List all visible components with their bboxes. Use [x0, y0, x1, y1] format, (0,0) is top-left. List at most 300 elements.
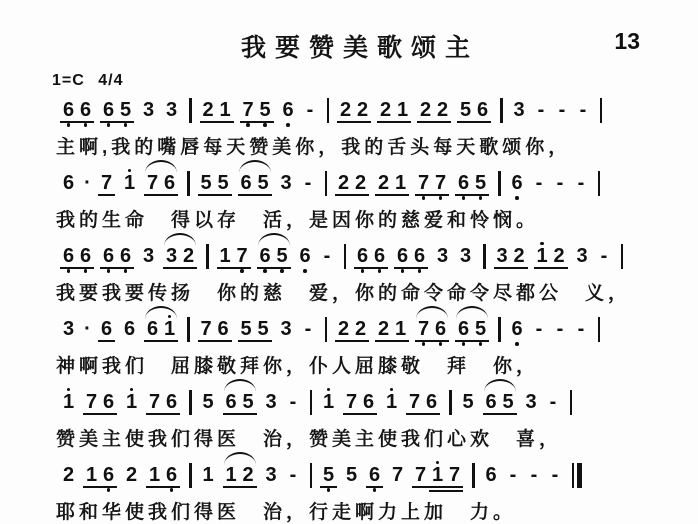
note — [474, 92, 491, 131]
duration-dash — [303, 92, 318, 131]
note-group — [455, 165, 489, 204]
note — [280, 92, 297, 131]
note-number: 1 — [322, 391, 335, 413]
barline — [600, 98, 603, 123]
beam-underline — [394, 267, 428, 269]
notes-row — [60, 92, 670, 131]
note — [60, 384, 77, 423]
octave-dot-below — [280, 269, 284, 273]
note-group — [263, 384, 280, 423]
note — [335, 165, 352, 204]
duration-dash — [546, 384, 561, 423]
note — [60, 457, 77, 496]
note — [140, 238, 157, 277]
octave-dot-above-slot — [67, 384, 71, 391]
note-number: - — [306, 99, 314, 121]
music-system — [50, 238, 670, 305]
note-number: 5 — [322, 464, 335, 486]
octave-dot-below — [373, 488, 377, 492]
note-number: 2 — [337, 172, 350, 194]
note-number: 6 — [413, 245, 426, 267]
note-group — [60, 384, 77, 423]
note — [263, 457, 280, 496]
slur-arc — [239, 160, 271, 173]
note — [460, 384, 477, 423]
note-group — [280, 92, 297, 131]
note-number: 1 — [394, 318, 407, 340]
note-number: - — [600, 245, 608, 267]
beam-underline — [60, 267, 94, 269]
duration-dash — [527, 457, 542, 496]
note-number: 6 — [79, 99, 92, 121]
note-group — [457, 92, 491, 131]
note-number: 1 — [536, 245, 548, 267]
octave-dot-below — [479, 342, 483, 346]
note — [297, 238, 314, 277]
note-number: 5 — [345, 464, 358, 486]
octave-dot-above-slot — [540, 238, 544, 245]
note — [457, 238, 474, 277]
note-group — [198, 165, 232, 204]
note-number: - — [556, 318, 564, 340]
note-number: 6 — [457, 318, 470, 340]
music-systems — [50, 92, 670, 524]
dash-glyph — [553, 311, 568, 350]
barline — [187, 171, 190, 196]
note-number: 3 — [459, 245, 472, 267]
note — [198, 311, 215, 350]
octave-dot-below — [263, 123, 267, 127]
note-number: 5 — [242, 391, 254, 413]
note — [263, 384, 280, 423]
note — [121, 311, 138, 350]
note-number: 2 — [379, 99, 392, 121]
note-number: 2 — [62, 464, 75, 486]
dash-glyph — [576, 92, 591, 131]
note-number: 6 — [146, 318, 159, 340]
note-group — [257, 238, 291, 277]
note-number: 2 — [377, 318, 390, 340]
beam-underline — [366, 486, 383, 488]
note — [60, 92, 77, 131]
octave-dot-below — [378, 269, 382, 273]
note — [83, 384, 100, 423]
note — [375, 311, 392, 350]
note-group — [455, 311, 489, 350]
beam-underline — [83, 486, 117, 488]
note-number: - — [530, 464, 538, 486]
note-group — [335, 311, 369, 350]
beam-underline — [406, 413, 440, 415]
note-number: 7 — [242, 99, 254, 121]
note-group — [100, 238, 134, 277]
note-number: 1 — [431, 464, 444, 486]
note-number: 6 — [123, 318, 136, 340]
note-group — [297, 238, 314, 277]
note — [98, 311, 115, 350]
note — [394, 238, 411, 277]
note-number: 3 — [165, 245, 178, 267]
note-number: 2 — [182, 245, 195, 267]
octave-dot-above-slot — [130, 384, 134, 391]
note — [523, 384, 540, 423]
beam-underline — [238, 194, 272, 196]
note-number: - — [289, 464, 297, 486]
slur-arc — [456, 306, 488, 319]
beam-underline — [217, 267, 251, 269]
beam-underline — [335, 194, 369, 196]
note-group — [60, 311, 77, 350]
note-number: 3 — [265, 464, 277, 486]
octave-dot-below-slot — [303, 267, 307, 277]
beam-underline — [415, 340, 449, 342]
barline — [449, 390, 452, 415]
note — [121, 165, 138, 204]
final-barline — [572, 463, 582, 488]
note-number: 6 — [368, 464, 381, 486]
note-number: 1 — [125, 391, 138, 413]
barline — [498, 171, 501, 196]
augmentation-dot — [83, 311, 92, 350]
note-number: 2 — [356, 99, 369, 121]
beam-underline — [257, 267, 291, 269]
key-time-signature — [52, 72, 670, 90]
barline — [206, 244, 209, 269]
music-system — [50, 311, 670, 378]
note-group — [377, 92, 411, 131]
octave-dot-above-slot — [436, 457, 440, 464]
note-group — [163, 238, 197, 277]
duration-dash — [597, 238, 612, 277]
dash-glyph — [506, 457, 521, 496]
slur-arc — [258, 233, 290, 246]
note-group — [83, 384, 117, 423]
note — [423, 384, 440, 423]
slur-arc — [164, 233, 196, 246]
note-number: 1 — [148, 464, 161, 486]
note — [354, 92, 371, 131]
dash-glyph — [546, 384, 561, 423]
note — [343, 457, 360, 496]
note-number: 6 — [62, 99, 75, 121]
note-group — [98, 165, 115, 204]
note-number: 3 — [62, 318, 75, 340]
duration-dash — [574, 165, 589, 204]
note-group — [574, 238, 591, 277]
note-number: 6 — [217, 318, 229, 340]
note-number: 6 — [362, 391, 375, 413]
note-number: 2 — [553, 245, 565, 267]
dash-glyph — [301, 165, 316, 204]
note-number: 6 — [119, 245, 132, 267]
note-number: 5 — [459, 99, 472, 121]
note — [198, 165, 215, 204]
note-number: 5 — [257, 318, 269, 340]
note-group — [335, 165, 369, 204]
note — [77, 238, 94, 277]
key-signature: 1=C — [52, 72, 85, 89]
note-group — [200, 92, 234, 131]
note — [60, 165, 77, 204]
note-group — [278, 165, 295, 204]
note-number: 7 — [100, 172, 113, 194]
note-number: 2 — [419, 99, 432, 121]
note-group — [163, 92, 180, 131]
octave-dot-below — [401, 269, 405, 273]
notes-row — [60, 238, 670, 277]
note-number: 5 — [474, 318, 487, 340]
octave-dot-below-slot — [515, 340, 519, 350]
note — [352, 311, 369, 350]
note-number: 6 — [457, 172, 470, 194]
note-number: 2 — [202, 99, 214, 121]
note-number: 7 — [345, 391, 358, 413]
note-number: 3 — [513, 99, 525, 121]
note — [389, 457, 406, 496]
note — [140, 92, 157, 131]
note-group — [146, 457, 180, 496]
note-number: 5 — [502, 391, 514, 413]
note-number: - — [304, 172, 312, 194]
note-group — [100, 92, 134, 131]
note — [278, 165, 295, 204]
note-number: 7 — [434, 172, 447, 194]
beam-underline — [60, 121, 94, 123]
note — [415, 165, 432, 204]
note-number: 1 — [202, 464, 214, 486]
beam-underline — [83, 413, 117, 415]
beam-underline — [198, 340, 232, 342]
note — [238, 311, 255, 350]
note-number: 6 — [485, 391, 497, 413]
note — [343, 384, 360, 423]
octave-dot-below — [515, 342, 519, 346]
note-number: 6 — [485, 464, 497, 486]
note-number: 1 — [85, 464, 98, 486]
octave-dot-above-slot — [128, 165, 132, 172]
note-group — [320, 384, 337, 423]
note-group — [123, 384, 140, 423]
note-number: 5 — [462, 391, 474, 413]
note — [200, 384, 217, 423]
octave-dot-below — [84, 269, 88, 273]
beam-underline — [98, 340, 115, 342]
note-group — [354, 238, 388, 277]
beam-underline — [415, 194, 449, 196]
note — [352, 165, 369, 204]
dash-glyph — [320, 238, 335, 277]
song-title: 我要赞美歌颂主 — [240, 34, 479, 62]
augmentation-dot — [83, 165, 92, 204]
slur-arc — [224, 452, 256, 465]
octave-dot-below — [439, 342, 443, 346]
note-number: 5 — [259, 99, 271, 121]
note-group — [198, 311, 232, 350]
duration-dash — [548, 457, 563, 496]
note — [417, 92, 434, 131]
duration-dash — [576, 92, 591, 131]
note-group — [263, 457, 280, 496]
note-number: 2 — [377, 172, 390, 194]
note-number: 6 — [163, 172, 176, 194]
duration-dash — [301, 165, 316, 204]
barline — [310, 463, 313, 488]
note-group — [238, 165, 272, 204]
note-number: 6 — [62, 245, 75, 267]
note-group — [123, 457, 140, 496]
barline — [483, 244, 486, 269]
note — [60, 238, 77, 277]
barline — [498, 317, 501, 342]
duration-dash — [286, 384, 301, 423]
note — [163, 92, 180, 131]
note — [215, 311, 232, 350]
duration-dash — [320, 238, 335, 277]
note-number: 6 — [240, 172, 252, 194]
note — [354, 238, 371, 277]
note-number: 6 — [100, 318, 113, 340]
note-group — [417, 92, 451, 131]
note-group — [121, 165, 138, 204]
beam-underline — [337, 121, 371, 123]
note-number: - — [558, 99, 566, 121]
beam-underline — [200, 121, 234, 123]
note-number: - — [535, 318, 543, 340]
notes-row — [60, 384, 670, 423]
note-number: 7 — [448, 464, 461, 486]
note-number: 7 — [391, 464, 404, 486]
note-number: 6 — [282, 99, 294, 121]
beam-underline — [412, 486, 463, 488]
note-number: 3 — [142, 245, 155, 267]
note-number: 6 — [165, 391, 178, 413]
octave-dot-below — [107, 123, 111, 127]
page-number: 13 — [614, 28, 640, 54]
note — [406, 384, 423, 423]
note-group — [223, 457, 257, 496]
note-number: 5 — [474, 172, 487, 194]
note — [77, 92, 94, 131]
note — [375, 165, 392, 204]
lyrics-line: 神啊我们 屈膝敬拜你，仆人屈膝敬 拜 你， — [56, 356, 540, 377]
note — [257, 92, 274, 131]
note-number: 2 — [337, 318, 350, 340]
slur-arc — [145, 160, 177, 173]
note-number: 1 — [219, 99, 231, 121]
note — [432, 165, 449, 204]
note-number: 3 — [265, 391, 277, 413]
note-group — [523, 384, 540, 423]
beam-underline — [377, 121, 411, 123]
note-group — [98, 311, 115, 350]
note-number: 5 — [257, 172, 269, 194]
note — [117, 92, 134, 131]
note — [146, 457, 163, 496]
note-number: 6 — [102, 99, 115, 121]
duration-dash — [534, 92, 549, 131]
dash-glyph — [553, 165, 568, 204]
note-number: 2 — [354, 172, 367, 194]
octave-dot-below — [462, 342, 466, 346]
note-number: 5 — [200, 172, 212, 194]
note-group — [320, 457, 337, 496]
note-group — [238, 311, 272, 350]
note-number: 6 — [396, 245, 409, 267]
note-number: 3 — [280, 318, 292, 340]
time-signature: 4/4 — [98, 72, 124, 89]
note-number: · — [84, 172, 91, 194]
note-number: 3 — [496, 245, 508, 267]
barline — [327, 98, 330, 123]
note — [163, 457, 180, 496]
note — [366, 457, 383, 496]
octave-dot-below — [479, 196, 483, 200]
barline — [325, 317, 328, 342]
note-number: 6 — [225, 391, 237, 413]
note — [60, 311, 77, 350]
note-group — [60, 165, 77, 204]
note-number: 2 — [125, 464, 138, 486]
slur-arc — [416, 306, 448, 319]
note-number: 6 — [102, 464, 115, 486]
note — [117, 238, 134, 277]
octave-dot-below — [240, 269, 244, 273]
note — [100, 238, 117, 277]
note — [278, 311, 295, 350]
note-number: 7 — [417, 318, 430, 340]
note-number: 1 — [219, 245, 231, 267]
lyrics-line: 赞美主使我们得医 治，赞美主使我们心欢 喜， — [56, 429, 563, 450]
music-system — [50, 165, 670, 232]
octave-dot-below — [170, 488, 174, 492]
music-system — [50, 457, 670, 524]
note — [100, 457, 117, 496]
note-group — [121, 311, 138, 350]
note-number: 1 — [225, 464, 237, 486]
note-group — [415, 165, 449, 204]
octave-dot-below — [246, 123, 250, 127]
octave-dot-below — [107, 488, 111, 492]
note-number: 5 — [217, 172, 229, 194]
notes-row — [60, 457, 670, 496]
note — [240, 92, 257, 131]
note-group — [415, 311, 449, 350]
beam-underline — [98, 194, 115, 196]
note — [200, 457, 217, 496]
note-number: 6 — [373, 245, 386, 267]
beam-underline — [198, 194, 232, 196]
note-group — [337, 92, 371, 131]
note — [200, 92, 217, 131]
note — [511, 92, 528, 131]
note-number: - — [323, 245, 331, 267]
beam-underline — [144, 340, 178, 342]
barline — [310, 390, 313, 415]
note-number: 6 — [165, 464, 178, 486]
note — [217, 238, 234, 277]
note — [394, 92, 411, 131]
note-group — [483, 457, 500, 496]
beam-underline — [375, 340, 409, 342]
lyrics-line: 我要我要传扬 你的慈 爱，你的命令命令尽都公 义， — [56, 283, 632, 304]
beam-underline — [240, 121, 274, 123]
octave-dot-below-slot — [515, 194, 519, 204]
barline — [344, 244, 347, 269]
duration-dash — [532, 165, 547, 204]
note — [360, 384, 377, 423]
note — [123, 384, 140, 423]
note-number: 6 — [511, 172, 523, 194]
